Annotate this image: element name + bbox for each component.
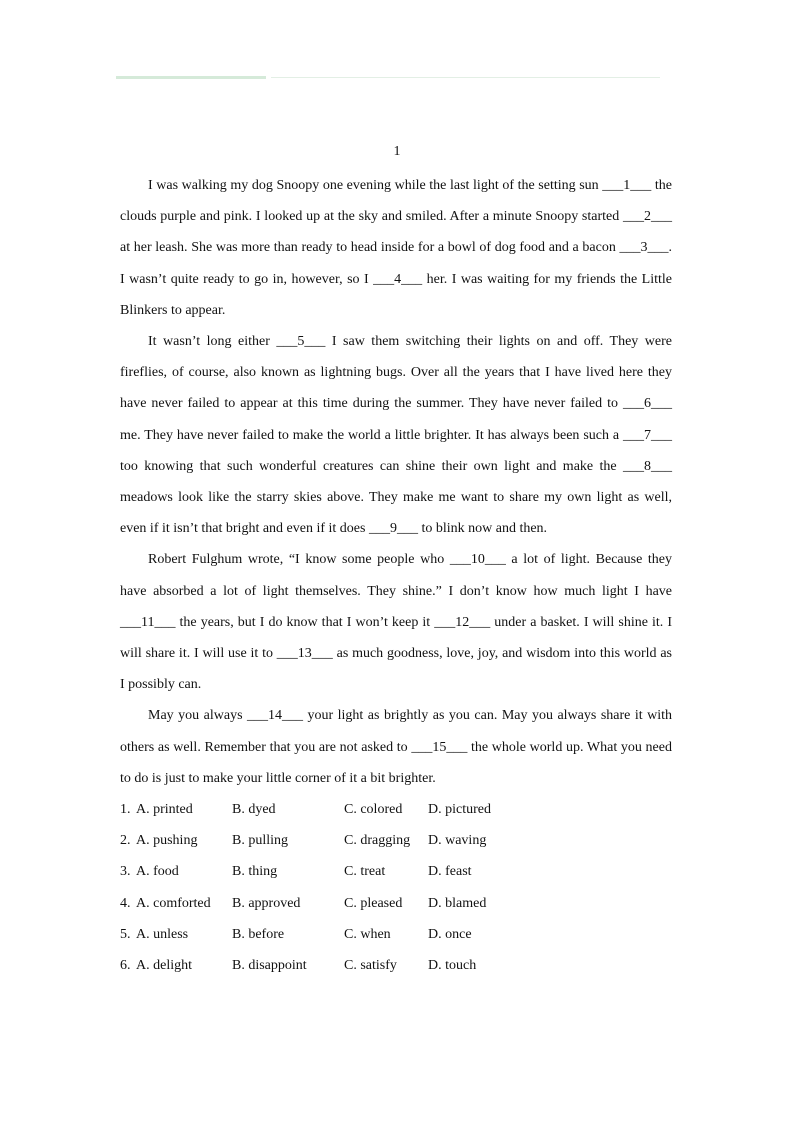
- option-a: A. comforted: [136, 895, 211, 911]
- options-list: [120, 794, 672, 981]
- option-b: B. disappoint: [232, 958, 307, 973]
- option-row-1: [120, 794, 672, 825]
- option-c: C. pleased: [344, 895, 403, 911]
- option-a: A. unless: [136, 926, 189, 942]
- option-d: D. feast: [428, 864, 472, 880]
- question-number: 1.: [120, 802, 131, 818]
- option-c: C. when: [344, 926, 391, 942]
- option-row-4: [120, 888, 672, 919]
- paragraph-3: Robert Fulghum wrote, “I know some people who ___10___ a lot of light. Because they have absorbed a lot of light themselves. They shine.” I don’t know how much light I have ___11___ the years, but I do know that I won’t keep it ___12___ under a basket. I will shine it. I will share it. I will use it to ___13___ as much goodness, love, joy, and wisdom into this world as I possibly can.: [120, 552, 672, 693]
- option-d: D. touch: [428, 958, 477, 973]
- option-c: C. treat: [344, 864, 386, 880]
- question-number: 4.: [120, 895, 131, 911]
- option-c: C. colored: [344, 802, 403, 818]
- option-a: A. printed: [136, 802, 193, 818]
- option-a: A. pushing: [136, 833, 198, 849]
- option-row-3: [120, 856, 672, 887]
- option-c: C. satisfy: [344, 958, 397, 973]
- option-a: A. delight: [136, 958, 192, 973]
- header-accent-bar: [116, 76, 266, 79]
- option-b: B. thing: [232, 864, 278, 880]
- option-d: D. blamed: [428, 895, 487, 911]
- option-b: B. pulling: [232, 833, 289, 849]
- paragraph-2: It wasn’t long either ___5___ I saw them switching their lights on and off. They were fireflies, of course, also known as lightning bugs. Over all the years that I have lived here they have never failed to appear at this time during the summer. They have never failed to ___6___ me. They have never failed to make the world a little brighter. It has always been such a ___7___ too knowing that such wonderful creatures can shine their own light and make the ___8___ meadows look like the starry skies above. They make me want to share my own light as well, even if it isn’t that bright and even if it does ___9___ to blink now and then.: [120, 334, 672, 537]
- question-number: 6.: [120, 958, 131, 973]
- option-row-6: [120, 950, 672, 981]
- question-number: 3.: [120, 864, 131, 880]
- page-number: 1: [393, 144, 401, 159]
- option-row-5: [120, 919, 672, 950]
- option-b: B. dyed: [232, 802, 276, 818]
- question-number: 5.: [120, 926, 131, 942]
- option-d: D. waving: [428, 833, 487, 849]
- option-b: B. before: [232, 926, 285, 942]
- option-a: A. food: [136, 864, 179, 880]
- option-b: B. approved: [232, 895, 301, 911]
- option-row-2: [120, 825, 672, 856]
- option-d: D. pictured: [428, 802, 491, 818]
- paragraph-4: May you always ___14___ your light as brightly as you can. May you always share it with others as well. Remember that you are not asked to ___15___ the whole world up. What you need to do is just to make your little corner of it a bit brighter.: [120, 708, 672, 786]
- option-d: D. once: [428, 926, 472, 942]
- question-number: 2.: [120, 833, 131, 849]
- option-c: C. dragging: [344, 833, 411, 849]
- header-rule: [116, 76, 660, 80]
- paragraph-1: I was walking my dog Snoopy one evening while the last light of the setting sun ___1___ the clouds purple and pink. I looked up at the sky and smiled. After a minute Snoopy started ___2___ at her leash. She was more than ready to head inside for a bowl of dog food and a bacon ___3___. I wasn’t quite ready to go in, however, so I ___4___ her. I was waiting for my friends the Little Blinkers to appear.: [120, 178, 672, 318]
- document-body: [120, 170, 672, 981]
- header-divider-line: [271, 77, 660, 78]
